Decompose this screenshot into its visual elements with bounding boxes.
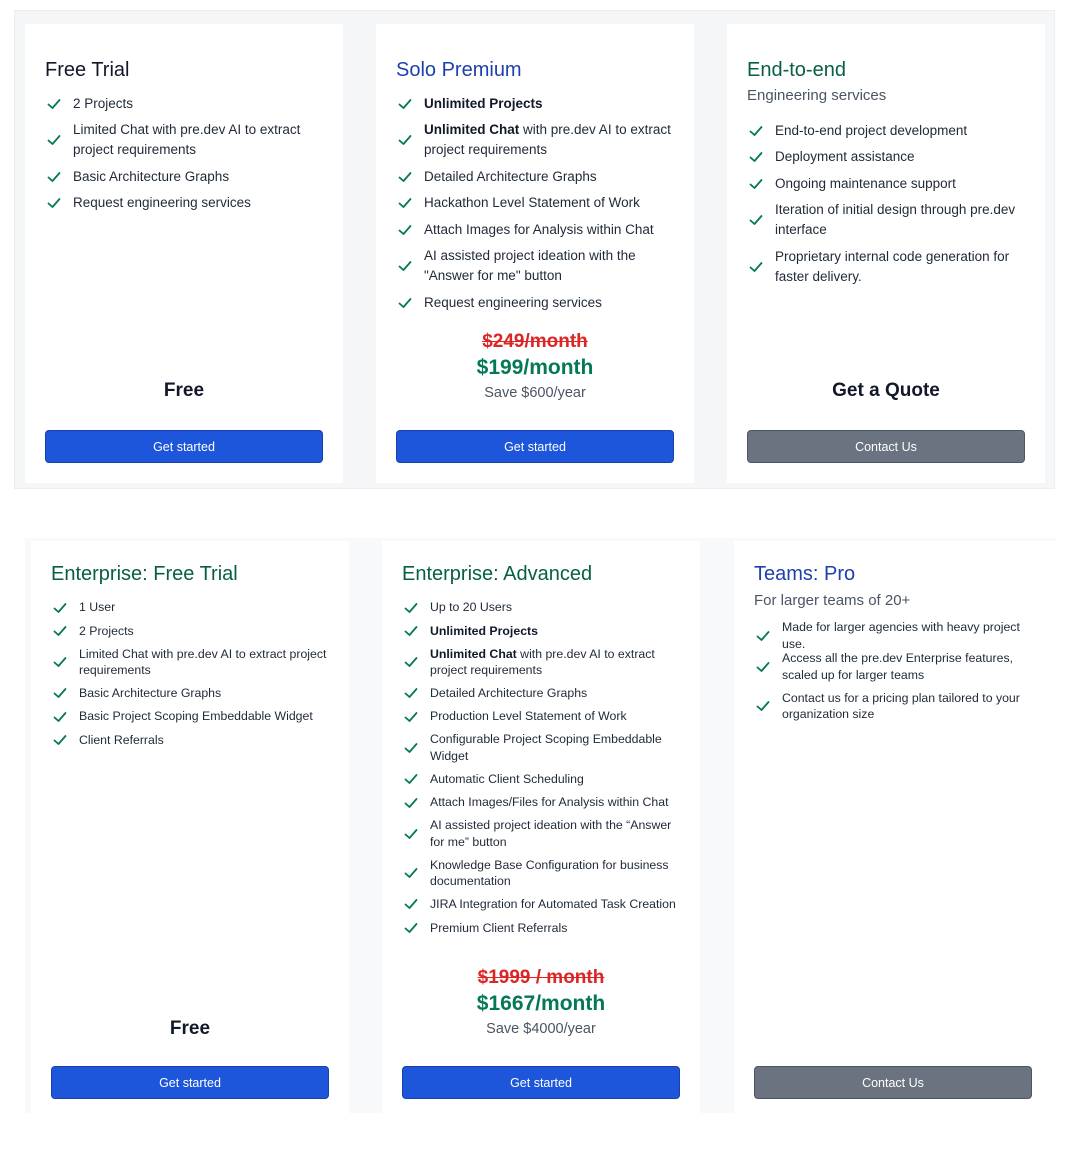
price-discounted: $199/month — [476, 356, 594, 379]
feature-item — [756, 690, 1036, 723]
check-icon — [53, 601, 67, 615]
plan-subtitle: Engineering services — [747, 87, 887, 104]
feature-text: AI assisted project ideation with the “Answer for me” button — [430, 818, 672, 849]
feature-bold: Unlimited Chat — [430, 646, 517, 661]
feature-text: JIRA Integration for Automated Task Creation — [430, 897, 676, 912]
check-icon — [404, 897, 418, 911]
feature-item — [47, 120, 327, 161]
feature-item — [749, 147, 1034, 168]
check-icon — [756, 660, 770, 674]
feature-text: Request engineering services — [73, 195, 251, 210]
feature-item — [398, 120, 683, 161]
feature-text: Production Level Statement of Work — [430, 709, 627, 724]
feature-text: Detailed Architecture Graphs — [424, 168, 597, 184]
feature-text: Limited Chat with pre.dev AI to extract project requirements — [79, 646, 327, 678]
feature-item — [398, 193, 683, 214]
feature-text: Automatic Client Scheduling — [430, 772, 584, 787]
feature-item — [404, 646, 684, 679]
feature-item — [53, 599, 333, 616]
check-icon — [404, 686, 418, 700]
check-icon — [53, 686, 67, 700]
feature-text: Basic Architecture Graphs — [79, 686, 222, 701]
feature-text: Basic Architecture Graphs — [73, 168, 230, 184]
feature-item — [53, 708, 333, 725]
feature-item — [404, 622, 684, 639]
feature-text: Limited Chat with pre.dev AI to extract project requirements — [73, 122, 301, 157]
check-icon — [53, 655, 67, 669]
feature-text: 1 User — [79, 600, 116, 615]
get-started-button[interactable]: Get started — [51, 1066, 329, 1099]
feature-text: Hackathon Level Statement of Work — [424, 195, 640, 210]
feature-list — [398, 93, 683, 313]
check-icon — [404, 624, 418, 638]
feature-item — [404, 731, 684, 764]
plan-title: Solo Premium — [396, 59, 522, 81]
get-started-button[interactable]: Get started — [402, 1066, 680, 1099]
feature-item — [404, 896, 684, 913]
check-icon — [53, 710, 67, 724]
feature-bold: Unlimited Chat — [424, 122, 520, 137]
check-icon — [749, 260, 763, 274]
feature-text: with pre.dev AI to extract project requirements — [430, 646, 655, 678]
check-icon — [398, 296, 412, 310]
plan-title: Free Trial — [45, 59, 130, 81]
check-icon — [749, 150, 763, 164]
feature-item — [53, 622, 333, 639]
plan-subtitle: For larger teams of 20+ — [754, 592, 911, 609]
plan-title: End-to-end — [747, 59, 846, 81]
feature-item — [53, 731, 333, 748]
feature-item — [749, 120, 1034, 141]
feature-item — [404, 708, 684, 725]
feature-text: Knowledge Base Configuration for business documentation — [430, 857, 669, 889]
check-icon — [53, 733, 67, 747]
feature-text: Iteration of initial design through pre.dev interface — [775, 202, 1016, 237]
feature-text: 2 Projects — [79, 623, 134, 638]
pricing-section-individual — [14, 10, 1055, 489]
feature-item — [404, 919, 684, 936]
check-icon — [398, 196, 412, 210]
price-original: $1999 / month — [477, 967, 605, 988]
feature-item — [398, 219, 683, 240]
price-block — [382, 965, 700, 1041]
feature-item — [398, 93, 683, 114]
check-icon — [47, 97, 61, 111]
plan-card-enterprise-advanced — [382, 541, 700, 1113]
feature-list — [53, 599, 333, 748]
check-icon — [749, 213, 763, 227]
feature-list — [756, 620, 1036, 723]
check-icon — [47, 133, 61, 147]
check-icon — [398, 133, 412, 147]
check-icon — [404, 601, 418, 615]
check-icon — [756, 629, 770, 643]
plan-title: Teams: Pro — [754, 563, 856, 585]
feature-item — [398, 166, 683, 187]
get-started-button[interactable]: Get started — [396, 430, 674, 463]
feature-text: Detailed Architecture Graphs — [430, 686, 588, 701]
feature-text: End-to-end project development — [775, 122, 968, 138]
feature-item — [404, 794, 684, 811]
feature-item — [749, 246, 1034, 287]
feature-text: Request engineering services — [424, 294, 602, 310]
price-savings: Save $4000/year — [486, 1021, 596, 1037]
feature-bold: Unlimited Projects — [430, 623, 538, 638]
feature-list — [47, 93, 327, 214]
check-icon — [404, 921, 418, 935]
price-label: Get a Quote — [832, 380, 940, 401]
feature-text: Client Referrals — [79, 732, 164, 747]
check-icon — [404, 741, 418, 755]
feature-text: Basic Project Scoping Embeddable Widget — [79, 709, 313, 724]
plan-card-teams-pro — [734, 541, 1056, 1113]
feature-item — [404, 817, 684, 850]
check-icon — [756, 699, 770, 713]
feature-item — [756, 650, 1036, 683]
price-original: $249/month — [482, 331, 588, 352]
feature-text: 2 Projects — [73, 95, 134, 111]
feature-item — [749, 173, 1034, 194]
feature-item — [47, 166, 327, 187]
feature-item — [404, 599, 684, 616]
check-icon — [749, 177, 763, 191]
plan-card-end-to-end — [727, 24, 1045, 483]
check-icon — [53, 624, 67, 638]
feature-item — [53, 646, 333, 679]
feature-text: Configurable Project Scoping Embeddable Widget — [430, 732, 662, 763]
plan-title: Enterprise: Advanced — [402, 563, 593, 585]
plan-card-enterprise-free-trial — [31, 541, 349, 1113]
feature-text: Proprietary internal code generation for faster delivery. — [775, 248, 1010, 284]
check-icon — [47, 170, 61, 184]
feature-text: Attach Images/Files for Analysis within Chat — [430, 795, 669, 810]
check-icon — [398, 97, 412, 111]
check-icon — [404, 796, 418, 810]
feature-text: Attach Images for Analysis within Chat — [424, 221, 654, 237]
price-block — [376, 329, 694, 405]
check-icon — [404, 710, 418, 724]
feature-text: Made for larger agencies with heavy project use. — [782, 620, 1020, 651]
check-icon — [404, 772, 418, 786]
feature-list — [404, 599, 684, 936]
pricing-section-enterprise — [25, 538, 1056, 1113]
feature-item — [47, 193, 327, 214]
contact-us-button[interactable]: Contact Us — [747, 430, 1025, 463]
price-savings: Save $600/year — [484, 385, 586, 401]
feature-list — [749, 120, 1034, 287]
feature-item — [398, 246, 683, 287]
feature-item — [404, 771, 684, 788]
check-icon — [398, 223, 412, 237]
price-label: Free — [163, 380, 205, 401]
check-icon — [398, 170, 412, 184]
check-icon — [404, 827, 418, 841]
feature-item — [47, 93, 327, 114]
feature-text: Access all the pre.dev Enterprise features, scaled up for larger teams — [782, 651, 1014, 682]
check-icon — [47, 196, 61, 210]
feature-item — [398, 292, 683, 313]
feature-text: Deployment assistance — [775, 149, 915, 164]
feature-text: Up to 20 Users — [430, 600, 513, 615]
feature-text: Contact us for a pricing plan tailored to your organization size — [782, 690, 1020, 722]
plan-card-solo-premium — [376, 24, 694, 483]
feature-text: Ongoing maintenance support — [775, 175, 956, 191]
check-icon — [749, 124, 763, 138]
feature-item — [749, 200, 1034, 241]
feature-bold: Unlimited Projects — [424, 95, 543, 111]
feature-text: with pre.dev AI to extract project requirements — [424, 122, 671, 157]
check-icon — [404, 866, 418, 880]
plan-card-free-trial — [25, 24, 343, 483]
check-icon — [404, 655, 418, 669]
price-discounted: $1667/month — [476, 992, 606, 1015]
feature-text: Premium Client Referrals — [430, 920, 568, 935]
contact-us-button[interactable]: Contact Us — [754, 1066, 1032, 1099]
feature-item — [404, 857, 684, 890]
feature-text: AI assisted project ideation with the "Answer for me" button — [424, 248, 636, 283]
price-label: Free — [169, 1018, 211, 1039]
feature-item — [53, 685, 333, 702]
get-started-button[interactable]: Get started — [45, 430, 323, 463]
check-icon — [398, 259, 412, 273]
feature-item — [404, 685, 684, 702]
feature-item — [756, 620, 1036, 651]
plan-title: Enterprise: Free Trial — [51, 563, 238, 585]
